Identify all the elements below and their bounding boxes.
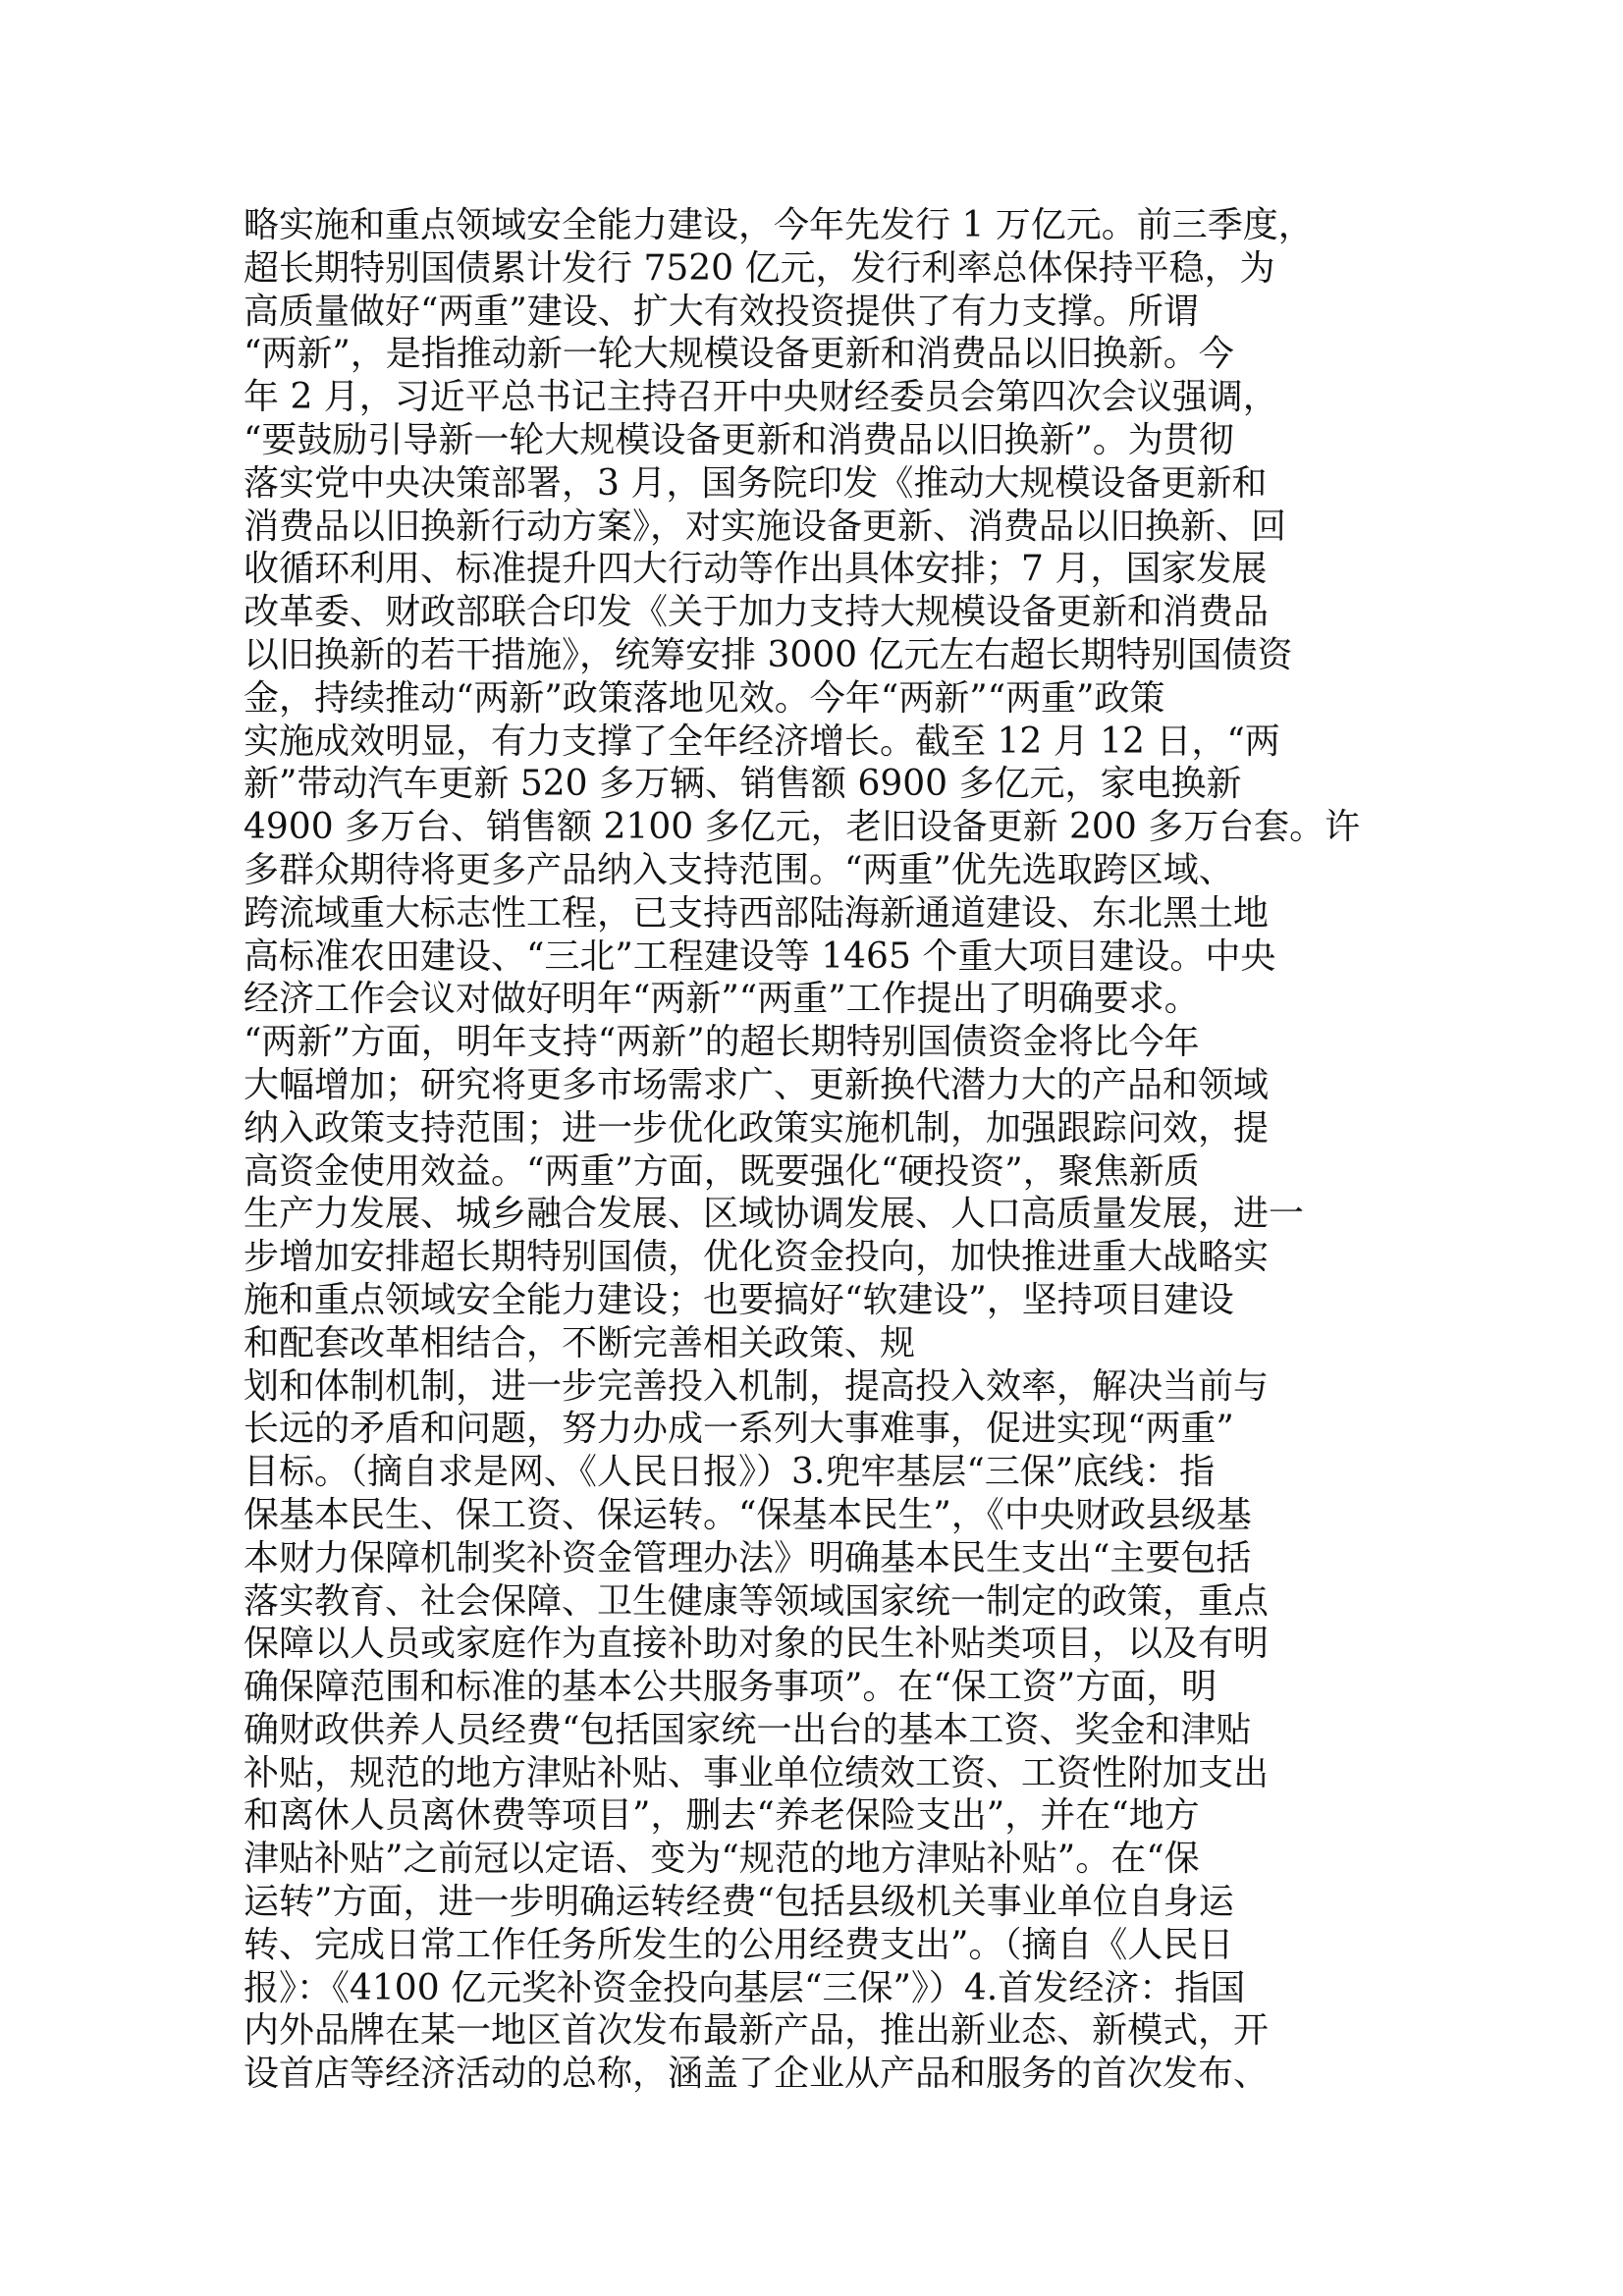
text-line: 年 2 月，习近平总书记主持召开中央财经委员会第四次会议强调， xyxy=(243,377,1278,418)
text-line: 报》：《4100 亿元奖补资金投向基层“三保”》）4.首发经济：指国 xyxy=(243,1967,1246,2008)
text-line: 目标。（摘自求是网、《人民日报》）3.兜牢基层“三保”底线：指 xyxy=(243,1452,1216,1493)
text-line: 实施成效明显，有力支撑了全年经济增长。截至 12 月 12 日，“两 xyxy=(243,721,1280,762)
text-line: 改革委、财政部联合印发《关于加力支持大规模设备更新和消费品 xyxy=(243,592,1270,633)
text-line: 保基本民生、保工资、保运转。“保基本民生”，《中央财政县级基 xyxy=(243,1494,1252,1535)
text-line: 跨流域重大标志性工程，已支持西部陆海新通道建设、东北黑土地 xyxy=(243,892,1270,934)
text-line: 生产力发展、城乡融合发展、区域协调发展、人口高质量发展，进一 xyxy=(243,1194,1305,1235)
text-line: 确保障范围和标准的基本公共服务事项”。在“保工资”方面，明 xyxy=(243,1667,1217,1708)
text-line: 多群众期待将更多产品纳入支持范围。“两重”优先选取跨区域、 xyxy=(243,849,1234,890)
text-line: 落实党中央决策部署，3 月，国务院印发《推动大规模设备更新和 xyxy=(243,462,1268,504)
text-line: 保障以人员或家庭作为直接补助对象的民生补贴类项目，以及有明 xyxy=(243,1624,1270,1665)
text-line: “两新”方面，明年支持“两新”的超长期特别国债资金将比今年 xyxy=(243,1022,1200,1063)
text-line: 新”带动汽车更新 520 多万辆、销售额 6900 多亿元，家电换新 xyxy=(243,764,1242,805)
text-line: 确财政供养人员经费“包括国家统一出台的基本工资、奖金和津贴 xyxy=(243,1709,1252,1750)
text-line: 步增加安排超长期特别国债，优化资金投向，加快推进重大战略实 xyxy=(243,1237,1270,1278)
text-line: 落实教育、社会保障、卫生健康等领域国家统一制定的政策，重点 xyxy=(243,1580,1270,1622)
text-line: 长远的矛盾和问题，努力办成一系列大事难事，促进实现“两重” xyxy=(243,1409,1234,1450)
text-line: 和配套改革相结合，不断完善相关政策、规 xyxy=(243,1322,916,1363)
text-line: 略实施和重点领域安全能力建设，今年先发行 1 万亿元。前三季度， xyxy=(243,205,1314,245)
text-line: 设首店等经济活动的总称，涵盖了企业从产品和服务的首次发布、 xyxy=(243,2054,1270,2095)
text-line: 高标准农田建设、“三北”工程建设等 1465 个重大项目建设。中央 xyxy=(243,935,1276,977)
text-line: 运转”方面，进一步明确运转经费“包括县级机关事业单位自身运 xyxy=(243,1882,1234,1923)
text-line: 消费品以旧换新行动方案》，对实施设备更新、消费品以旧换新、回 xyxy=(243,506,1287,547)
text-line: 高资金使用效益。“两重”方面，既要强化“硬投资”，聚焦新质 xyxy=(243,1150,1200,1192)
text-line: 收循环利用、标准提升四大行动等作出具体安排；7 月，国家发展 xyxy=(243,549,1268,590)
text-line: “要鼓励引导新一轮大规模设备更新和消费品以旧换新”。为贯彻 xyxy=(243,419,1234,460)
text-line: 高质量做好“两重”建设、扩大有效投资提供了有力支撑。所谓 xyxy=(243,291,1199,332)
text-line: 津贴补贴”之前冠以定语、变为“规范的地方津贴补贴”。在“保 xyxy=(243,1839,1200,1880)
text-line: 4900 多万台、销售额 2100 多亿元，老旧设备更新 200 多万台套。许 xyxy=(243,807,1361,848)
body-text xyxy=(243,204,1382,2096)
text-line: “两新”，是指推动新一轮大规模设备更新和消费品以旧换新。今 xyxy=(243,334,1234,375)
text-line: 大幅增加；研究将更多市场需求广、更新换代潜力大的产品和领域 xyxy=(243,1064,1270,1105)
text-line: 划和体制机制，进一步完善投入机制，提高投入效率，解决当前与 xyxy=(243,1365,1270,1407)
text-line: 转、完成日常工作任务所发生的公用经费支出”。（摘自《人民日 xyxy=(243,1924,1234,1965)
text-line: 金，持续推动“两新”政策落地见效。今年“两新”“两重”政策 xyxy=(243,677,1165,719)
text-line: 纳入政策支持范围；进一步优化政策实施机制，加强跟踪问效，提 xyxy=(243,1107,1270,1148)
text-line: 经济工作会议对做好明年“两新”“两重”工作提出了明确要求。 xyxy=(243,979,1200,1020)
text-line: 和离休人员离休费等项目”，删去“养老保险支出”，并在“地方 xyxy=(243,1795,1200,1837)
text-line: 补贴，规范的地方津贴补贴、事业单位绩效工资、工资性附加支出 xyxy=(243,1752,1270,1793)
text-line: 本财力保障机制奖补资金管理办法》明确基本民生支出“主要包括 xyxy=(243,1537,1252,1578)
text-line: 施和重点领域安全能力建设；也要搞好“软建设”，坚持项目建设 xyxy=(243,1279,1234,1320)
text-line: 内外品牌在某一地区首次发布最新产品，推出新业态、新模式，开 xyxy=(243,2010,1270,2052)
text-line: 超长期特别国债累计发行 7520 亿元，发行利率总体保持平稳，为 xyxy=(243,247,1275,289)
text-line: 以旧换新的若干措施》，统筹安排 3000 亿元左右超长期特别国债资 xyxy=(243,634,1293,675)
